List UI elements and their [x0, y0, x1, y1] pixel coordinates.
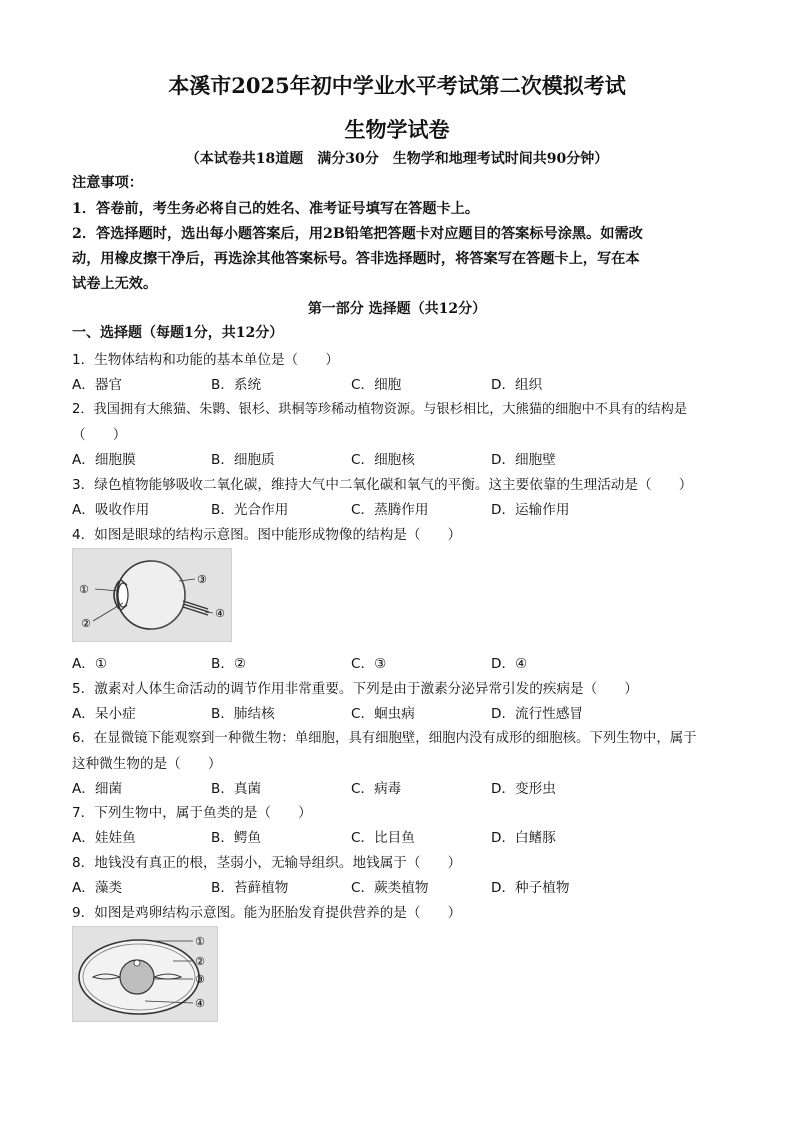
q2-option-c: C．细胞核: [351, 452, 415, 468]
question-6-cont: 这种微生物的是（ ）: [72, 756, 222, 772]
egg-label-1: ①: [195, 935, 205, 948]
q6-option-a: A．细菌: [72, 781, 123, 797]
q3-option-b: B．光合作用: [211, 502, 289, 518]
question-5: 5．激素对人体生命活动的调节作用非常重要。下列是由于激素分泌异常引发的疾病是（ ）: [72, 681, 638, 697]
q3-option-a: A．吸收作用: [72, 502, 150, 518]
question-7: 7．下列生物中，属于鱼类的是（ ）: [72, 805, 312, 821]
eyeball-diagram: [72, 548, 232, 642]
q3-option-c: C．蒸腾作用: [351, 502, 429, 518]
eyeball-drawing: [73, 549, 231, 641]
question-2-cont: （ ）: [72, 427, 127, 443]
q6-option-b: B．真菌: [211, 781, 262, 797]
egg-diagram: [72, 926, 218, 1022]
note-item-2-line-2: 动，用橡皮擦干净后，再选涂其他答案标号。答非选择题时，将答案写在答题卡上，写在本: [72, 251, 640, 267]
part-one-title: 第一部分 选择题（共12分）: [307, 301, 487, 317]
egg-label-3: ③: [195, 973, 205, 986]
q8-option-d: D．种子植物: [491, 880, 570, 896]
q1-option-b: B．系统: [211, 377, 262, 393]
q4-option-c: C．③: [351, 656, 387, 672]
q7-option-a: A．娃娃鱼: [72, 830, 136, 846]
notes-heading: 注意事项：: [72, 175, 143, 191]
exam-title: 本溪市2025年初中学业水平考试第二次模拟考试: [168, 73, 626, 98]
eye-label-1: ①: [79, 583, 89, 596]
leader-4: [205, 612, 213, 613]
q2-option-d: D．细胞壁: [491, 452, 556, 468]
section-title: 一、选择题（每题1分，共12分）: [72, 325, 284, 341]
question-6: 6．在显微镜下能观察到一种微生物：单细胞，具有细胞壁，细胞内没有成形的细胞核。下列生物中，属于: [72, 731, 697, 746]
eye-label-3: ③: [197, 573, 207, 586]
question-2: 2．我国拥有大熊猫、朱鹮、银杉、珙桐等珍稀动植物资源。与银杉相比，大熊猫的细胞中不具有的结构是: [72, 402, 688, 417]
q6-option-c: C．病毒: [351, 781, 402, 797]
q1-option-c: C．细胞: [351, 377, 402, 393]
q4-option-b: B．②: [211, 656, 247, 672]
q7-option-b: B．鳄鱼: [211, 830, 262, 846]
q5-option-a: A．呆小症: [72, 706, 136, 722]
q3-option-d: D．运输作用: [491, 502, 570, 518]
note-item-1: 1．答卷前，考生务必将自己的姓名、准考证号填写在答题卡上。: [72, 201, 480, 217]
question-4: 4．如图是眼球的结构示意图。图中能形成物像的结构是（ ）: [72, 527, 462, 543]
leader-2: [93, 603, 123, 621]
question-1: 1．生物体结构和功能的基本单位是（ ）: [72, 352, 339, 368]
egg-drawing: [73, 927, 217, 1021]
q2-option-b: B．细胞质: [211, 452, 275, 468]
q1-option-d: D．组织: [491, 377, 543, 393]
note-item-2-line-1: 2．答选择题时，选出每小题答案后，用2B铅笔把答题卡对应题目的答案标号涂黑。如需改: [72, 226, 643, 242]
question-3: 3．绿色植物能够吸收二氧化碳，维持大气中二氧化碳和氧气的平衡。这主要依靠的生理活动是（ ）: [72, 477, 693, 493]
q5-option-b: B．肺结核: [211, 706, 275, 722]
q4-option-a: A．①: [72, 656, 108, 672]
egg-label-4: ④: [195, 997, 205, 1010]
q8-option-c: C．蕨类植物: [351, 880, 429, 896]
question-8: 8．地钱没有真正的根，茎弱小，无输导组织。地钱属于（ ）: [72, 855, 462, 871]
q7-option-d: D．白鳍豚: [491, 830, 556, 846]
question-9: 9．如图是鸡卵结构示意图。能为胚胎发育提供营养的是（ ）: [72, 905, 462, 921]
q8-option-b: B．苔藓植物: [211, 880, 289, 896]
q5-option-d: D．流行性感冒: [491, 706, 584, 722]
eye-label-2: ②: [81, 617, 91, 630]
embryo-disc: [134, 960, 140, 966]
note-item-2-line-3: 试卷上无效。: [72, 276, 158, 292]
q2-option-a: A．细胞膜: [72, 452, 136, 468]
optic-nerve: [183, 601, 209, 615]
q1-option-a: A．器官: [72, 377, 123, 393]
eye-label-4: ④: [215, 607, 225, 620]
q4-option-d: D．④: [491, 656, 528, 672]
exam-info: （本试卷共18道题 满分30分 生物学和地理考试时间共90分钟）: [185, 151, 609, 167]
subject-title: 生物学试卷: [344, 117, 450, 142]
q6-option-d: D．变形虫: [491, 781, 556, 797]
q7-option-c: C．比目鱼: [351, 830, 415, 846]
q5-option-c: C．蛔虫病: [351, 706, 415, 722]
egg-label-2: ②: [195, 955, 205, 968]
q8-option-a: A．藻类: [72, 880, 123, 896]
